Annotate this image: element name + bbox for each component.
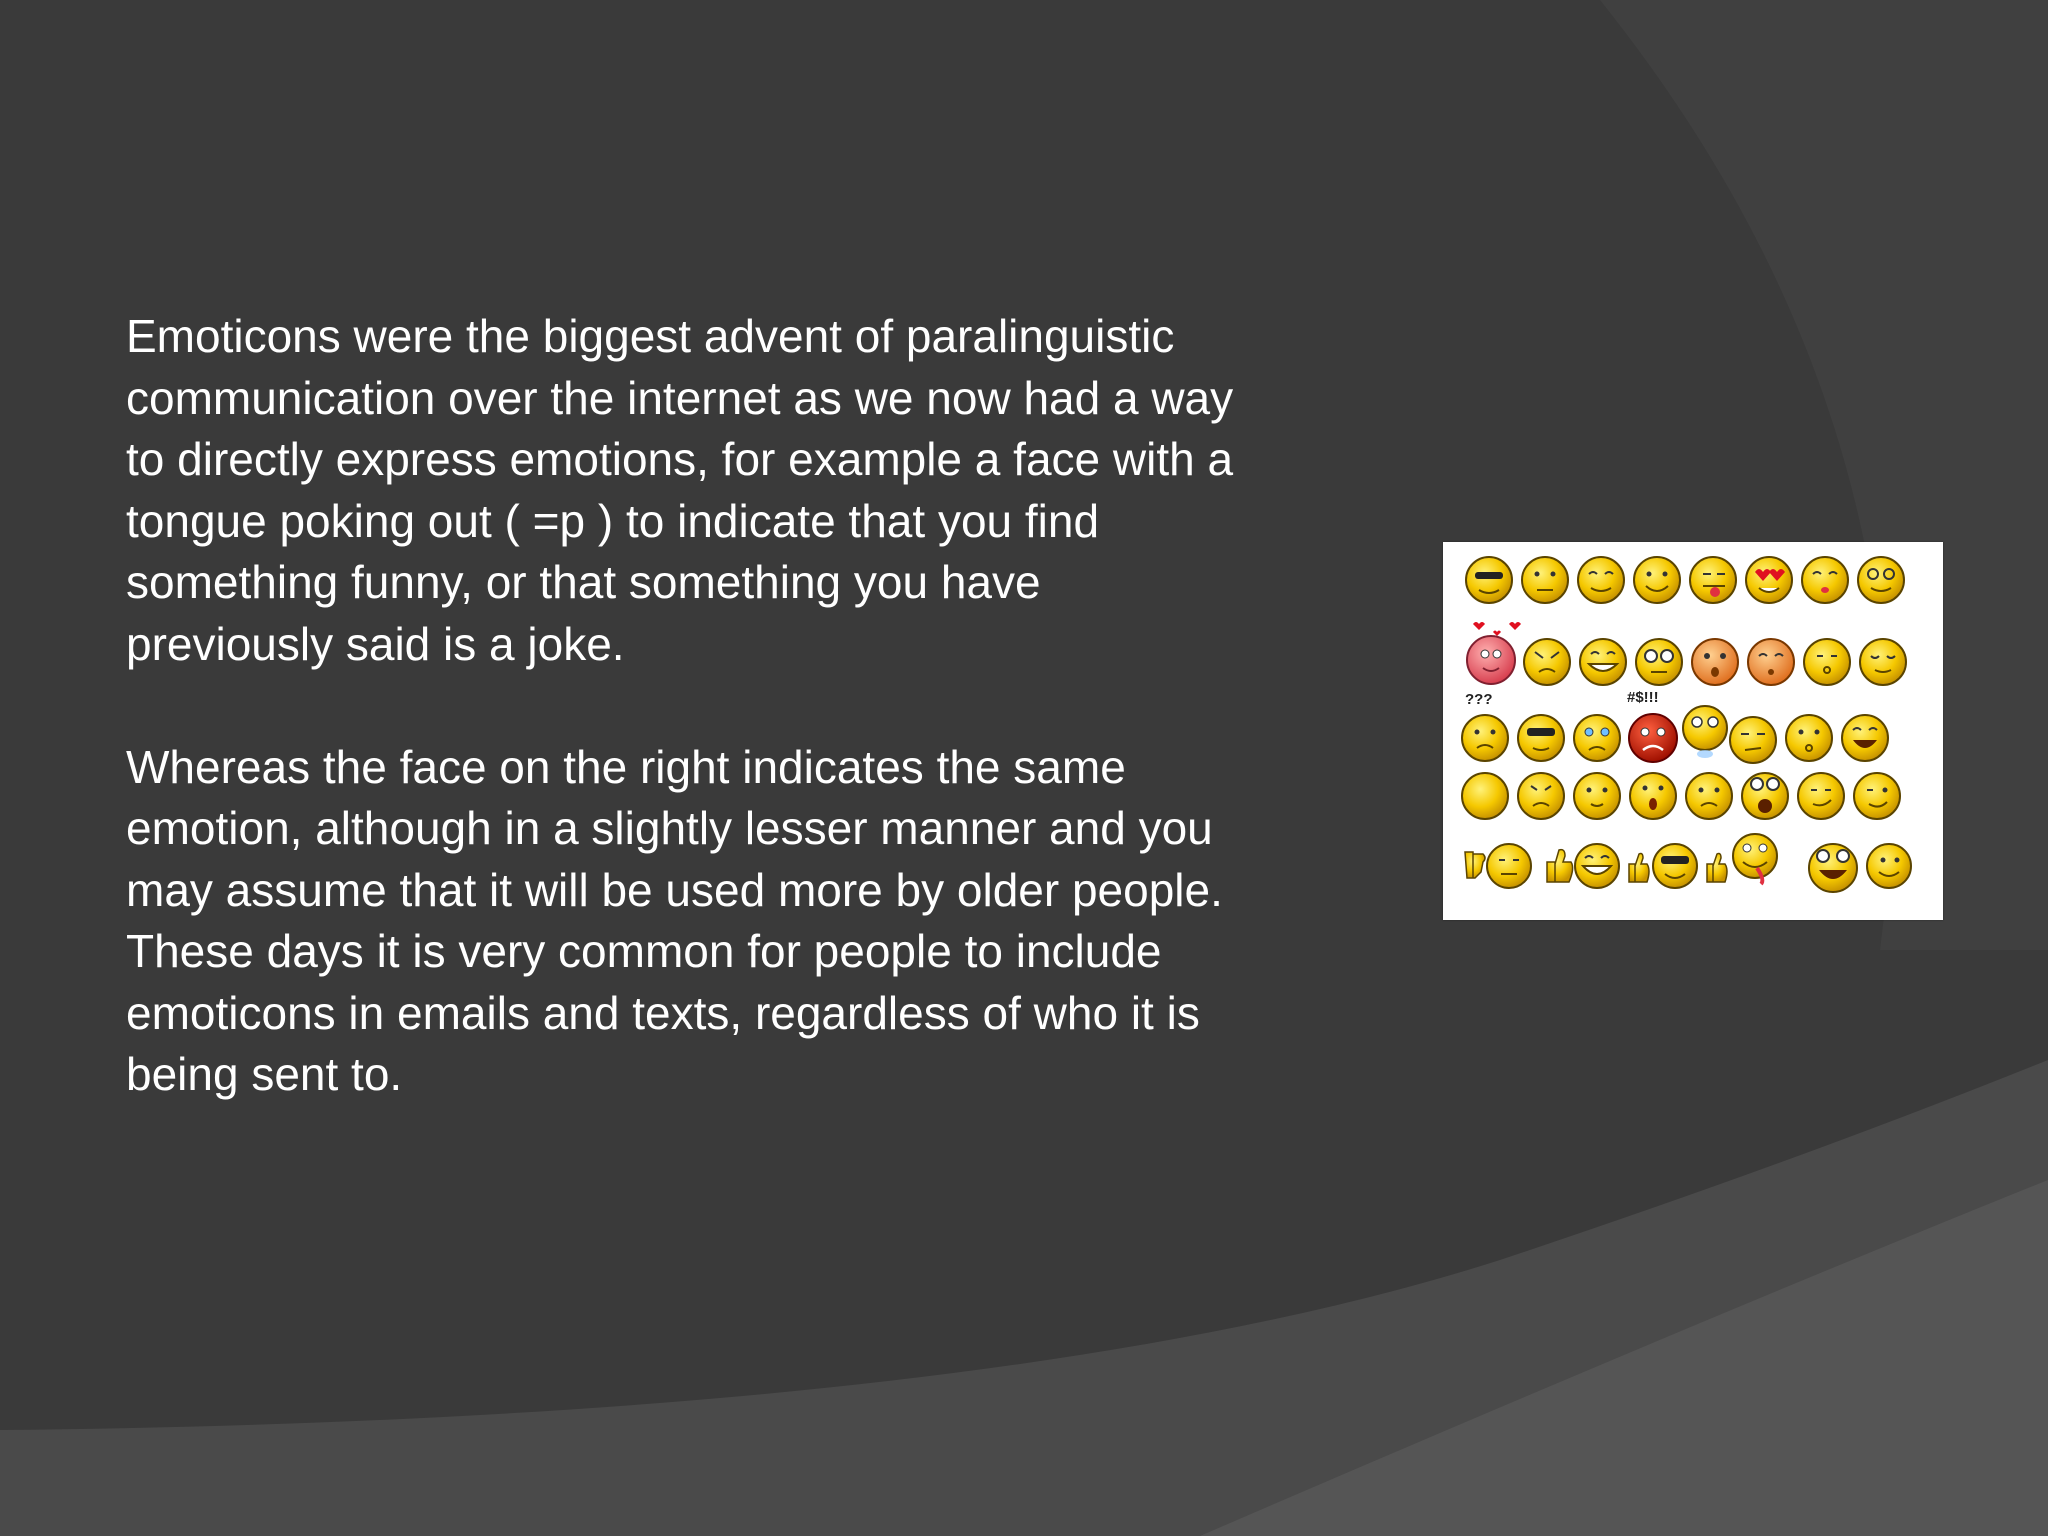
- shocked-face-icon: [1630, 773, 1676, 819]
- whistle-face-icon: [1804, 639, 1850, 685]
- thumbs-down-icon: [1465, 852, 1485, 878]
- curse-symbols-label: #$!!!: [1627, 689, 1659, 706]
- sleepy-face-icon: [1860, 639, 1906, 685]
- wink-face-icon: [1854, 773, 1900, 819]
- body-text: [126, 306, 1376, 1106]
- paragraph-emoticons-usage: Whereas the face on the right indicates the same emotion, although in a slightly lesser manner and you may assume that it will be used more by older people. These days it is very common for people to include emoticons in emails and texts, regardless of who it is being sent to.: [126, 740, 1223, 1100]
- paragraph-emoticons-intro: Emoticons were the biggest advent of paralinguistic communication over the internet as we now had a way to directly express emotions, for example a face with a tongue poking out ( =p ) to indicate that you find something funny, or that something you have previously said is a joke.: [126, 310, 1234, 670]
- furious-face-icon: [1629, 714, 1677, 762]
- emoticon-row-1: [1466, 557, 1904, 603]
- orange-face-icon: [1692, 639, 1738, 685]
- big-grin-face-icon: [1575, 844, 1619, 888]
- content-face-icon: [1867, 844, 1911, 888]
- thumbs-up-right-icon: [1707, 854, 1727, 883]
- glasses-face-icon: [1636, 639, 1682, 685]
- dizzy-face-icon: [1683, 706, 1727, 758]
- kiss-face-icon: [1802, 557, 1848, 603]
- meh-face-icon: [1487, 844, 1531, 888]
- smirk-face-icon: [1798, 773, 1844, 819]
- emoticon-row-2: [1467, 622, 1906, 685]
- drooling-face-icon: [1733, 834, 1777, 884]
- frown-face-icon: [1518, 773, 1564, 819]
- excited-face-icon: [1809, 844, 1857, 892]
- blush-face-icon: [1467, 636, 1515, 684]
- floating-hearts-icon: [1473, 622, 1521, 636]
- emoticon-sheet-image: [1443, 542, 1943, 920]
- smile-face-icon: [1634, 557, 1680, 603]
- shades-smile-face-icon: [1653, 844, 1697, 888]
- neutral-face-icon: [1574, 773, 1620, 819]
- confused-face-icon: [1462, 715, 1508, 761]
- crying-face-icon: [1574, 715, 1620, 761]
- tongue-face-icon: [1690, 557, 1736, 603]
- laugh-face-icon: [1842, 715, 1888, 761]
- emoticon-grid: [1443, 542, 1943, 920]
- question-marks-label: ???: [1465, 691, 1493, 708]
- emoticon-row-3: [1462, 689, 1888, 763]
- shades-face-icon: [1518, 715, 1564, 761]
- heart-eyes-face-icon: [1746, 557, 1792, 603]
- thumbs-up-small-icon: [1629, 854, 1649, 883]
- cool-face-icon: [1466, 557, 1512, 603]
- angry-face-icon: [1524, 639, 1570, 685]
- grin-face-icon: [1580, 639, 1626, 685]
- surprised-face-icon: [1522, 557, 1568, 603]
- flushed-face-icon: [1748, 639, 1794, 685]
- emoticon-row-4: [1462, 773, 1900, 819]
- squint-face-icon: [1578, 557, 1624, 603]
- unamused-face-icon: [1730, 717, 1776, 763]
- blank-face-icon: [1462, 773, 1508, 819]
- sad-face-icon: [1686, 773, 1732, 819]
- emoticon-row-5: [1465, 834, 1911, 892]
- screaming-face-icon: [1742, 773, 1788, 819]
- nerd-face-icon: [1858, 557, 1904, 603]
- thumbs-up-icon: [1547, 850, 1573, 882]
- wondering-face-icon: [1786, 715, 1832, 761]
